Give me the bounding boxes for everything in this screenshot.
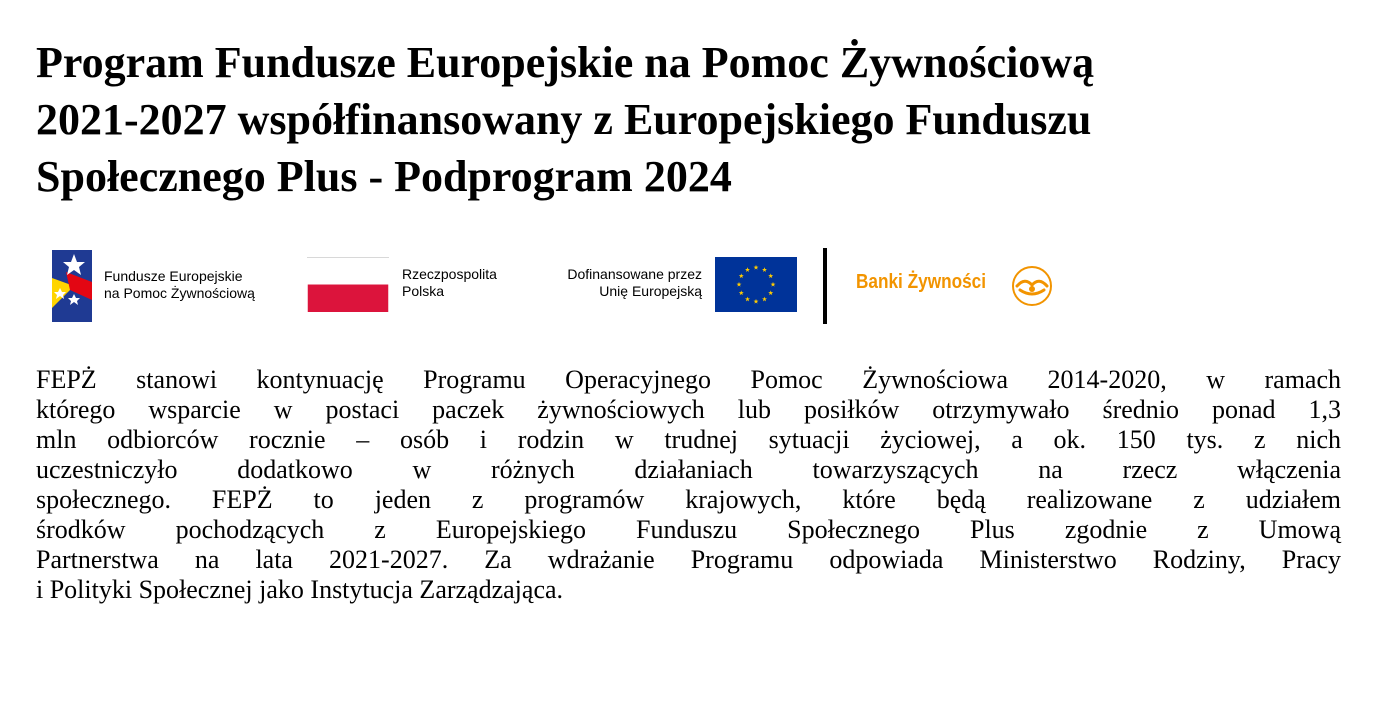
eu-cofinanced-text — [546, 266, 702, 300]
fepz-logo-icon — [52, 250, 92, 322]
program-description — [36, 365, 1341, 605]
paragraph-line: FEPŻ stanowi kontynuację Programu Operacyjnego Pomoc Żywnościowa 2014-2020, w ramach — [36, 365, 1341, 394]
paragraph-line: którego wsparcie w postaci paczek żywnościowych lub posiłków otrzymywało średnio ponad 1,3 — [36, 395, 1341, 424]
poland-logo-line: Rzeczpospolita — [402, 266, 497, 282]
paragraph-line: środków pochodzących z Europejskiego Funduszu Społecznego Plus zgodnie z Umową — [36, 515, 1341, 544]
paragraph-line: uczestniczyło dodatkowo w różnych działaniach towarzyszących na rzecz włączenia — [36, 455, 1341, 484]
paragraph-line: i Polityki Społecznej jako Instytucja Zarządzająca. — [36, 575, 564, 604]
fepz-logo-line: Fundusze Europejskie — [104, 268, 243, 284]
banki-zywnosci-bird-icon — [1011, 265, 1053, 307]
title-line: 2021-2027 współfinansowany z Europejskiego Funduszu — [36, 95, 1092, 144]
fepz-logo-line: na Pomoc Żywnościową — [104, 285, 255, 301]
title-line: Społecznego Plus - Podprogram 2024 — [36, 152, 732, 201]
paragraph-line: społecznego. FEPŻ to jeden z programów krajowych, które będą realizowane z udziałem — [36, 485, 1341, 514]
title-line: Program Fundusze Europejskie na Pomoc Żywnościową — [36, 38, 1095, 87]
eu-logo-line: Unię Europejską — [599, 283, 702, 299]
banki-zywnosci-logo-text: Banki Żywności — [856, 271, 986, 293]
paragraph-line: Partnerstwa na lata 2021-2027. Za wdrażanie Programu odpowiada Ministerstwo Rodziny, Pracy — [36, 545, 1341, 574]
eu-flag-icon — [715, 257, 797, 312]
fepz-logo-text — [104, 268, 255, 302]
eu-logo-line: Dofinansowane przez — [567, 266, 702, 282]
paragraph-line: mln odbiorców rocznie – osób i rodzin w trudnej sytuacji życiowej, a ok. 150 tys. z nich — [36, 425, 1341, 454]
poland-flag-icon — [307, 257, 389, 312]
page-title — [36, 34, 1336, 205]
poland-logo-text — [402, 266, 497, 300]
logo-divider — [823, 248, 827, 324]
funding-logos-bar — [0, 240, 1375, 340]
poland-logo-line: Polska — [402, 283, 445, 299]
